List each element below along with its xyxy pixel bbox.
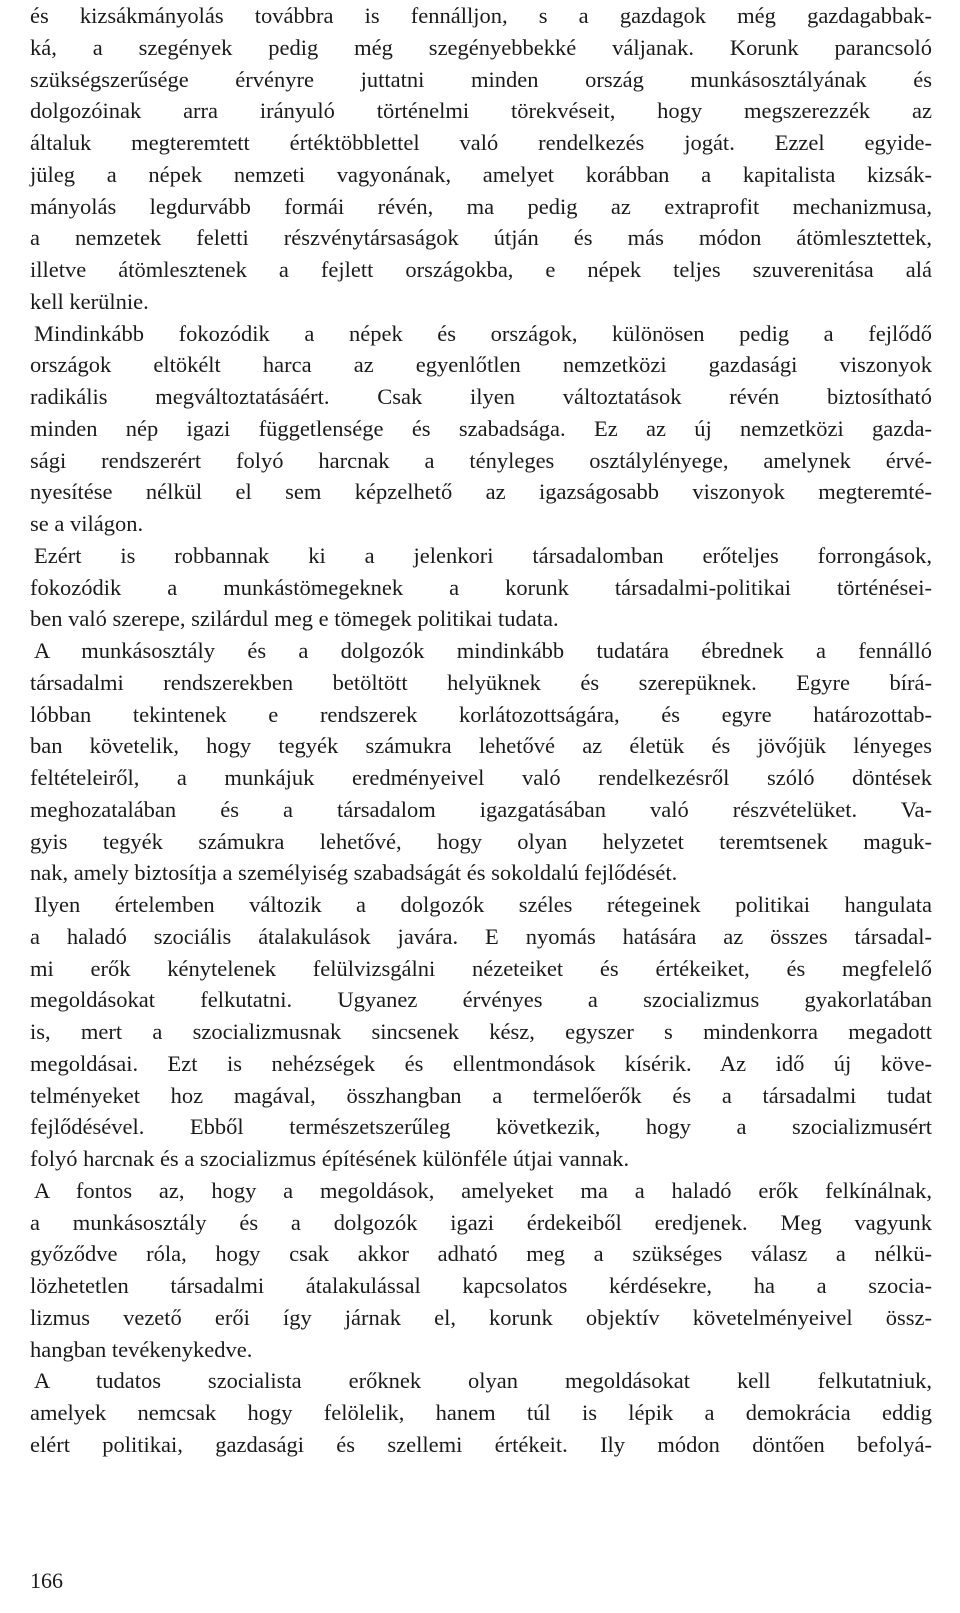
text-line: Ilyen értelemben változik a dolgozók széles rétegeinek politikai hangulata [34,892,932,917]
text-line: és kizsákmányolás továbbra is fennálljon, s a gazdagok még gazdagabbak- [30,3,932,28]
text-line: nak, amely biztosítja a személyiség szabadságát és sokoldalú fejlődését. [30,860,678,886]
text-line: ban követelik, hogy tegyék számukra lehetővé az életük és jövőjük lényeges [30,733,932,759]
text-line: radikális megváltoztatásáért. Csak ilyen változtatások révén biztosítható [30,384,932,409]
text-line: lóbban tekintenek e rendszerek korlátozottságára, és egyre határozottab- [30,701,932,727]
text-line: elért politikai, gazdasági és szellemi értékeit. Ily módon döntően befolyá- [30,1431,932,1457]
text-line: telményeket hoz magával, összhangban a termelőerők és a társadalmi tudat [30,1082,932,1108]
text-line: lözhetetlen társadalmi átalakulással kapcsolatos kérdésekre, ha a szocia- [30,1273,932,1298]
text-line: nyesítése nélkül el sem képzelhető az igazságosabb viszonyok megteremté- [30,479,932,505]
text-line: fokozódik a munkástömegeknek a korunk társadalmi-politikai történései- [30,574,932,600]
paragraph-1 [30,0,932,318]
text-line: feltételeiről, a munkájuk eredményeivel való rendelkezésről szóló döntések [30,765,932,790]
page-number: 166 [30,1568,63,1593]
text-line: országok eltökélt harca az egyenlőtlen nemzetközi gazdasági viszonyok [30,352,932,378]
text-line: meghozatalában és a társadalom igazgatásában való részvételüket. Va- [30,796,932,822]
text-line: sági rendszerért folyó harcnak a tényleges osztálylényege, amelynek érvé- [30,447,932,473]
text-line: megoldásokat felkutatni. Ugyanez érvényes a szocializmus gyakorlatában [30,987,932,1013]
text-line: ká, a szegények pedig még szegényebbekké váljanak. Korunk parancsoló [30,34,932,60]
paragraph-7 [30,1365,932,1460]
text-line: fejlődésével. Ebből természetszerűleg következik, hogy a szocializmusért [30,1114,932,1140]
text-line: általuk megteremtett értéktöbblettel való rendelkezés jogát. Ezzel egyide- [30,130,932,155]
text-line: lizmus vezető erői így járnak el, korunk objektív követelményeivel össz- [30,1304,932,1330]
text-line: se a világon. [30,511,144,536]
text-line: A tudatos szocialista erőknek olyan megoldásokat kell felkutatniuk, [34,1368,932,1394]
text-line: győződve róla, hogy csak akkor adható meg a szükséges válasz a nélkü- [30,1241,932,1267]
text-line: dolgozóinak arra irányuló történelmi törekvéseit, hogy megszerezzék az [30,98,932,124]
text-line: hangban tevékenykedve. [30,1336,253,1362]
text-line: ben való szerepe, szilárdul meg e tömegek politikai tudata. [30,606,559,632]
text-line: is, mert a szocializmusnak sincsenek kész, egyszer s mindenkorra megadott [30,1019,932,1044]
text-line: kell kerülnie. [30,288,149,314]
text-line: Mindinkább fokozódik a népek és országok, különösen pedig a fejlődő [34,320,932,346]
paragraph-5 [30,889,932,1175]
text-line: társadalmi rendszerekben betöltött helyüknek és szerepüknek. Egyre bírá- [30,669,932,695]
text-line: szükségszerűsége érvényre juttatni minden ország munkásosztályának és [30,66,932,92]
text-line: mi erők kénytelenek felülvizsgálni nézeteiket és értékeiket, és megfelelő [30,955,932,981]
text-line: A fontos az, hogy a megoldások, amelyeket ma a haladó erők felkínálnak, [34,1177,932,1203]
paragraph-6 [30,1175,932,1366]
paragraph-2 [30,318,932,540]
text-line: megoldásai. Ezt is nehézségek és ellentmondások kísérik. Az idő új köve- [30,1050,932,1076]
page-body [30,0,932,1461]
text-line: amelyek nemcsak hogy felölelik, hanem túl is lépik a demokrácia eddig [30,1400,932,1425]
text-line: illetve átömlesztenek a fejlett országokba, e népek teljes szuverenitása alá [30,257,932,282]
text-line: a nemzetek feletti részvénytársaságok útján és más módon átömlesztettek, [30,225,932,251]
text-line: a haladó szociális átalakulások javára. E nyomás hatására az összes társadal- [30,923,932,949]
text-line: minden nép igazi függetlensége és szabadsága. Ez az új nemzetközi gazda- [30,415,932,441]
text-line: a munkásosztály és a dolgozók igazi érdekeiből eredjenek. Meg vagyunk [30,1209,932,1235]
text-line: jüleg a népek nemzeti vagyonának, amelyet korábban a kapitalista kizsák- [30,161,932,187]
text-line: gyis tegyék számukra lehetővé, hogy olyan helyzetet teremtsenek maguk- [30,828,932,854]
text-line: mányolás legdurvább formái révén, ma pedig az extraprofit mechanizmusa, [30,193,932,219]
text-line: Ezért is robbannak ki a jelenkori társadalomban erőteljes forrongások, [34,542,932,568]
paragraph-4 [30,635,932,889]
text-line: A munkásosztály és a dolgozók mindinkább tudatára ébrednek a fennálló [34,638,932,663]
paragraph-3 [30,540,932,635]
text-line: folyó harcnak és a szocializmus építésének különféle útjai vannak. [30,1146,630,1171]
